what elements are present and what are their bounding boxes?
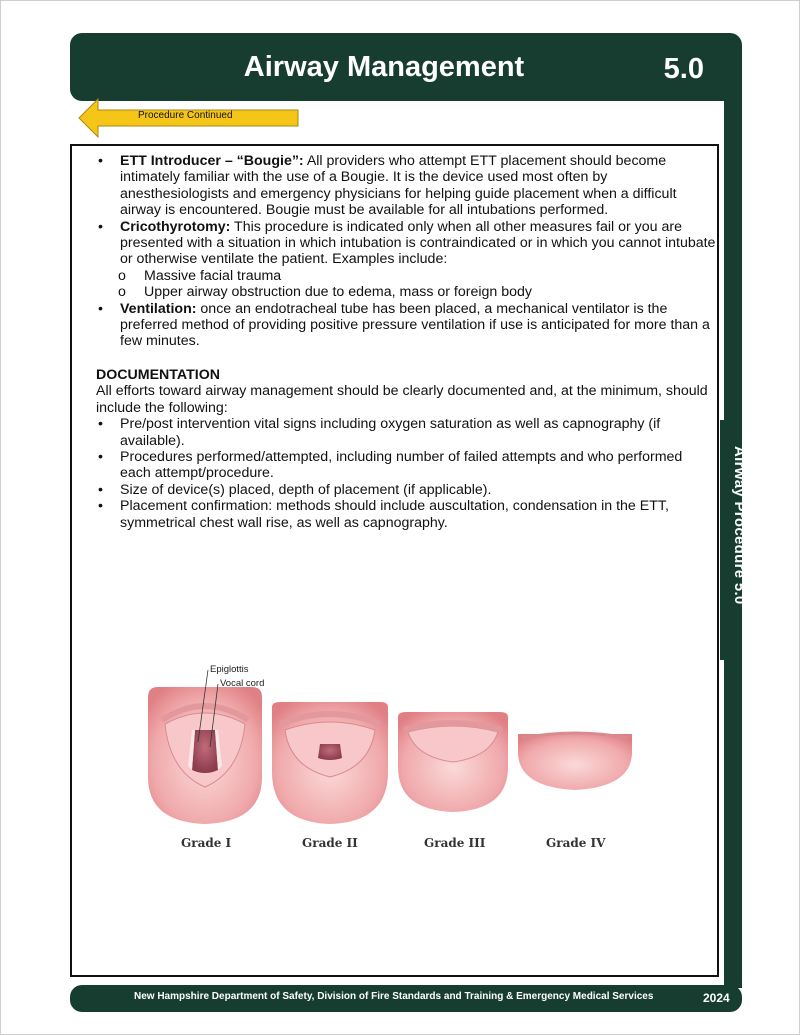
bullet-icon: • — [98, 416, 103, 433]
grade-1-label: Grade I — [181, 836, 232, 850]
sub-bullet-item — [96, 284, 716, 300]
bullet-icon: • — [98, 498, 103, 515]
documentation-heading: DOCUMENTATION — [96, 366, 220, 383]
bullet-icon: • — [98, 300, 103, 317]
section-number: 5.0 — [663, 53, 704, 85]
documentation-item — [96, 498, 716, 531]
bullet-term: Ventilation: — [120, 300, 197, 317]
bullet-term: Cricothyrotomy: — [120, 218, 231, 235]
bullet-icon: • — [98, 481, 103, 498]
procedure-continued-label: Procedure Continued — [138, 110, 233, 121]
content-text — [96, 153, 716, 531]
airway-grades-illustration — [140, 662, 640, 857]
grade-1-view — [148, 687, 262, 824]
procedure-continued-arrow[interactable] — [78, 98, 300, 138]
grade-2-label: Grade II — [302, 836, 358, 850]
documentation-item — [96, 449, 716, 482]
documentation-intro: All efforts toward airway management should be clearly documented and, at the minimum, should include the following: — [96, 383, 708, 416]
bullet-text: All providers who attempt ETT placement should become intimately familiar with the use of a Bougie. It is the device used most often by anesthesiologists and emergency physicians for helping guide placement when a difficult airway is encountered. Bougie must be available for all intubations performed. — [120, 153, 677, 219]
epiglottis-label: Epiglottis — [210, 664, 249, 675]
grade-4-view — [518, 733, 632, 790]
grade-3-view — [398, 712, 508, 812]
side-tab-label: Airway Procedure 5.0 — [731, 446, 748, 605]
bullet-icon: • — [98, 448, 103, 465]
documentation-item-text: Pre/post intervention vital signs including oxygen saturation as well as capnography (if available). — [120, 416, 661, 449]
footer-text: New Hampshire Department of Safety, Division of Fire Standards and Training & Emergency Medical Services — [134, 991, 654, 1002]
bullet-icon: • — [98, 218, 103, 235]
sub-bullet-text: Massive facial trauma — [144, 267, 282, 284]
grade-3-label: Grade III — [424, 836, 486, 850]
bullet-item — [96, 153, 716, 219]
bullet-item — [96, 301, 716, 350]
header-bar — [70, 33, 742, 101]
documentation-item-text: Placement confirmation: methods should include auscultation, condensation in the ETT, symmetrical chest wall rise, as well as capnography. — [120, 498, 669, 531]
bullet-term: ETT Introducer – “Bougie”: — [120, 153, 304, 169]
grade-2-view — [272, 702, 388, 824]
bullet-text: once an endotracheal tube has been placed, a mechanical ventilator is the preferred method of providing positive pressure ventilation if use is anticipated for more than a few minutes. — [120, 300, 710, 350]
documentation-item — [96, 416, 716, 449]
bullet-item — [96, 219, 716, 268]
footer-year: 2024 — [703, 991, 730, 1005]
circle-bullet-icon: o — [118, 267, 126, 284]
page-title: Airway Management — [243, 51, 525, 83]
documentation-item-text: Procedures performed/attempted, including number of failed attempts and who performed each attempt/procedure. — [120, 448, 683, 482]
sub-bullet-item — [96, 268, 716, 284]
vocal-cord-label: Vocal cord — [220, 678, 265, 689]
documentation-item — [96, 482, 716, 498]
bullet-text: This procedure is indicated only when all other measures fail or you are presented with a situation in which intubation is contraindicated or in which you cannot intubate or otherwise ventilate the patient. Examples include: — [120, 218, 716, 268]
sub-bullet-text: Upper airway obstruction due to edema, mass or foreign body — [144, 284, 532, 301]
documentation-item-text: Size of device(s) placed, depth of placement (if applicable). — [120, 481, 492, 498]
grade-4-label: Grade IV — [546, 836, 606, 850]
circle-bullet-icon: o — [118, 284, 126, 301]
bullet-icon: • — [98, 153, 103, 169]
